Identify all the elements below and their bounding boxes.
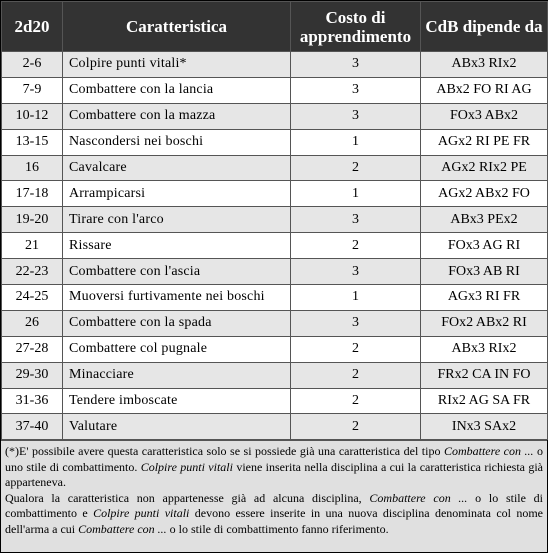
- roll-cell: 16: [2, 155, 63, 181]
- feature-cell: Combattere con l'ascia: [63, 259, 291, 285]
- feature-cell: Rissare: [63, 233, 291, 259]
- header-cost: Costo di apprendimento: [291, 2, 421, 52]
- header-cdb: CdB dipende da: [421, 2, 548, 52]
- footnote-text: (*)E' possibile avere questa caratteristica solo se si possiede già una caratteristica del tipo: [5, 444, 444, 459]
- footnote-italic: Combattere con ...: [443, 444, 534, 459]
- roll-cell: 2-6: [2, 52, 63, 78]
- cost-cell: 3: [291, 77, 421, 103]
- cost-cell: 2: [291, 362, 421, 388]
- cdb-cell: ABx3 RIx2: [421, 336, 548, 362]
- roll-cell: 26: [2, 310, 63, 336]
- roll-cell: 10-12: [2, 103, 63, 129]
- feature-cell: Combattere con la spada: [63, 310, 291, 336]
- table-row: [2, 310, 548, 336]
- feature-cell: Combattere col pugnale: [63, 336, 291, 362]
- roll-cell: 22-23: [2, 259, 63, 285]
- cdb-cell: ABx3 RIx2: [421, 52, 548, 78]
- footnote-paragraph-2: [5, 491, 543, 538]
- feature-cell: Combattere con la mazza: [63, 103, 291, 129]
- cdb-cell: AGx2 RIx2 PE: [421, 155, 548, 181]
- table-row: [2, 207, 548, 233]
- cdb-cell: RIx2 AG SA FR: [421, 388, 548, 414]
- cost-cell: 3: [291, 259, 421, 285]
- roll-cell: 13-15: [2, 129, 63, 155]
- roll-cell: 7-9: [2, 77, 63, 103]
- footnote: [1, 440, 547, 552]
- roll-cell: 19-20: [2, 207, 63, 233]
- cdb-cell: AGx2 ABx2 FO: [421, 181, 548, 207]
- roll-cell: 24-25: [2, 285, 63, 311]
- cost-cell: 2: [291, 388, 421, 414]
- footnote-text: viene inserita nella disciplina a cui la caratteristica richiesta già apparteneva.: [5, 459, 543, 490]
- footnote-text: o lo stile di combattimento e: [5, 490, 544, 521]
- cdb-cell: FOx3 AG RI: [421, 233, 548, 259]
- table-row: [2, 414, 548, 440]
- table-header: [2, 2, 548, 52]
- cdb-cell: FRx2 CA IN FO: [421, 362, 548, 388]
- table-row: [2, 103, 548, 129]
- feature-cell: Nascondersi nei boschi: [63, 129, 291, 155]
- footnote-italic: Combattere con ...: [78, 521, 167, 536]
- header-feature: Caratteristica: [63, 2, 291, 52]
- table-row: [2, 155, 548, 181]
- cost-cell: 2: [291, 414, 421, 440]
- header-row: [2, 2, 548, 52]
- cost-cell: 1: [291, 285, 421, 311]
- table-row: [2, 52, 548, 78]
- footnote-text: o lo stile di combattimento fanno riferimento.: [166, 521, 389, 536]
- cost-cell: 1: [291, 129, 421, 155]
- table-row: [2, 336, 548, 362]
- roll-cell: 27-28: [2, 336, 63, 362]
- footnote-italic: Colpire punti vitali: [140, 459, 233, 474]
- cost-cell: 2: [291, 233, 421, 259]
- table-body: [2, 52, 548, 440]
- cost-cell: 3: [291, 207, 421, 233]
- header-roll: 2d20: [2, 2, 63, 52]
- roll-cell: 17-18: [2, 181, 63, 207]
- table-row: [2, 388, 548, 414]
- roll-cell: 31-36: [2, 388, 63, 414]
- cost-cell: 3: [291, 103, 421, 129]
- roll-cell: 37-40: [2, 414, 63, 440]
- footnote-paragraph-1: [5, 444, 543, 491]
- cost-cell: 3: [291, 310, 421, 336]
- cdb-cell: FOx2 ABx2 RI: [421, 310, 548, 336]
- feature-cell: Colpire punti vitali*: [63, 52, 291, 78]
- table-row: [2, 129, 548, 155]
- footnote-text: Qualora la caratteristica non appartenesse già ad alcuna disciplina,: [5, 490, 370, 505]
- cdb-cell: INx3 SAx2: [421, 414, 548, 440]
- feature-cell: Muoversi furtivamente nei boschi: [63, 285, 291, 311]
- feature-cell: Minacciare: [63, 362, 291, 388]
- table-row: [2, 285, 548, 311]
- cdb-cell: FOx3 ABx2: [421, 103, 548, 129]
- table-row: [2, 233, 548, 259]
- footnote-text: o uno stile di combattimento.: [5, 444, 544, 474]
- footnote-italic: Colpire punti vitali: [93, 506, 190, 521]
- feature-cell: Arrampicarsi: [63, 181, 291, 207]
- table-row: [2, 77, 548, 103]
- cdb-cell: ABx3 PEx2: [421, 207, 548, 233]
- cost-cell: 3: [291, 52, 421, 78]
- feature-cell: Combattere con la lancia: [63, 77, 291, 103]
- feature-cell: Tirare con l'arco: [63, 207, 291, 233]
- roll-cell: 29-30: [2, 362, 63, 388]
- cost-cell: 2: [291, 155, 421, 181]
- table-row: [2, 362, 548, 388]
- skill-table: [1, 1, 548, 440]
- feature-cell: Cavalcare: [63, 155, 291, 181]
- feature-cell: Tendere imboscate: [63, 388, 291, 414]
- cdb-cell: AGx2 RI PE FR: [421, 129, 548, 155]
- table-row: [2, 259, 548, 285]
- cost-cell: 2: [291, 336, 421, 362]
- cdb-cell: ABx2 FO RI AG: [421, 77, 548, 103]
- cdb-cell: AGx3 RI FR: [421, 285, 548, 311]
- cdb-cell: FOx3 AB RI: [421, 259, 548, 285]
- footnote-italic: Combattere con ...: [369, 490, 468, 505]
- footnote-text: devono essere inserite in una nuova disciplina denominata col nome dell'arma a cui: [5, 506, 544, 536]
- table-row: [2, 181, 548, 207]
- feature-cell: Valutare: [63, 414, 291, 440]
- cost-cell: 1: [291, 181, 421, 207]
- roll-cell: 21: [2, 233, 63, 259]
